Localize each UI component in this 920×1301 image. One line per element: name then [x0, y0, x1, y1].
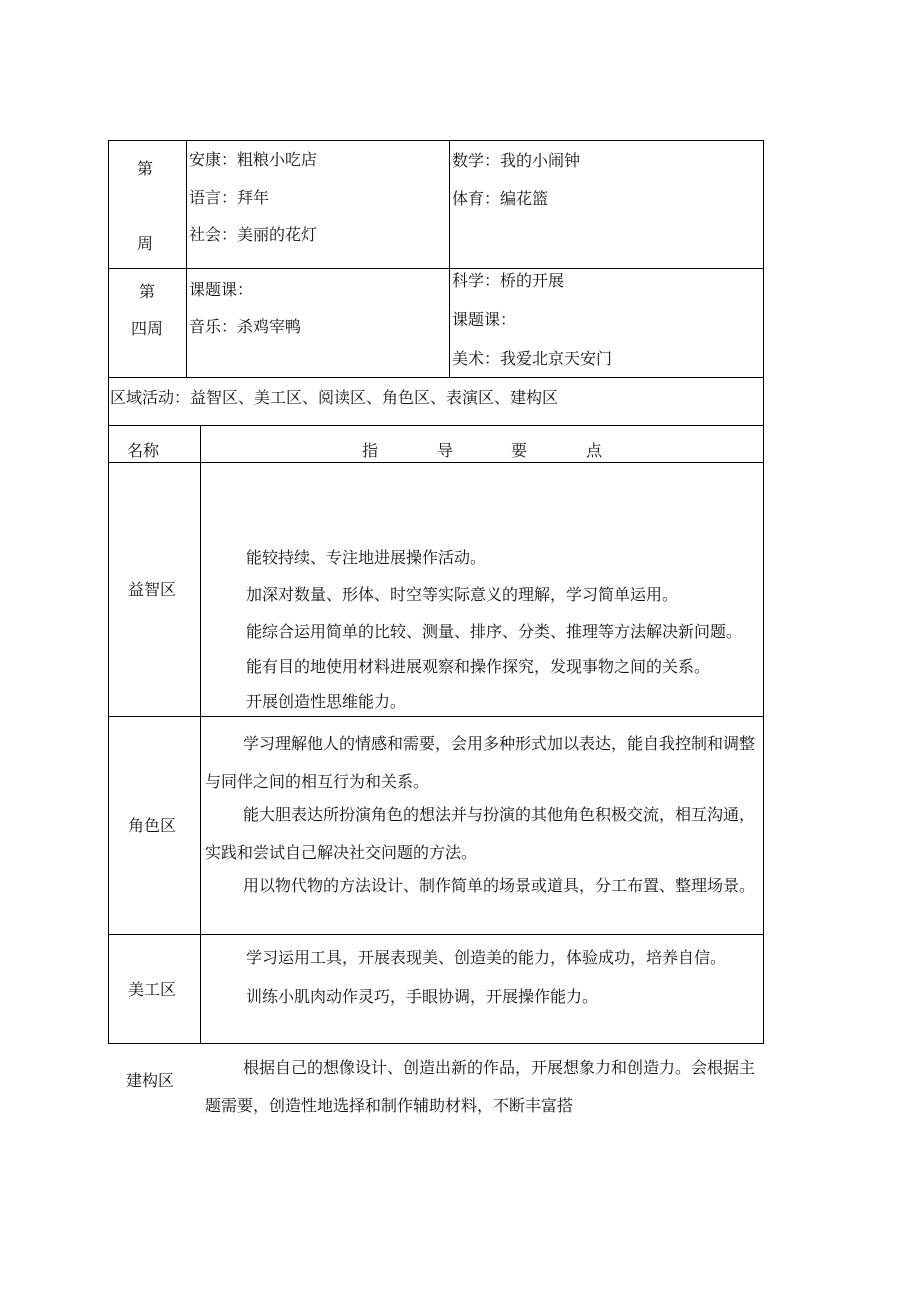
- header-point-char: 点: [586, 441, 603, 460]
- week-a-label-top: 第: [137, 159, 154, 178]
- area-name-jiangou: 建构区: [126, 1071, 175, 1090]
- week-4-left-line: 音乐：杀鸡宰鸭: [189, 317, 302, 336]
- area-name-meigong: 美工区: [128, 980, 177, 999]
- week-a-left-line: 社会：美丽的花灯: [189, 225, 318, 244]
- area-point: 加深对数量、形体、时空等实际意义的理解，学习简单运用。: [246, 585, 679, 604]
- row-divider-header: [108, 462, 764, 463]
- area-point: 能有目的地使用材料进展观察和操作探究，发现事物之间的关系。: [246, 657, 711, 676]
- row-divider-area: [108, 425, 764, 426]
- area-activities: 区域活动：益智区、美工区、阅读区、角色区、表演区、建构区: [110, 388, 559, 407]
- week-a-right-line: 数学：我的小闹钟: [452, 151, 581, 170]
- week-a-left-line: 安康：粗粮小吃店: [189, 150, 318, 169]
- area-point: 能较持续、专注地进展操作活动。: [246, 548, 487, 567]
- area-name-juese: 角色区: [128, 816, 177, 835]
- header-point-char: 指: [362, 441, 379, 460]
- area-point: 用以物代物的方法设计、制作简单的场景或道具，分工布置、整理场景。: [243, 876, 756, 895]
- week-a-left-line: 语言：拜年: [189, 188, 270, 207]
- row-divider-week4: [108, 377, 764, 378]
- area-point: 根据自己的想像设计、创造出新的作品，开展想象力和创造力。会根据主题需要，创造性地选择和制作辅助材料，不断丰富搭: [205, 1058, 756, 1115]
- col-divider-name: [200, 425, 201, 1044]
- area-point: 能综合运用简单的比较、测量、排序、分类、推理等方法解决新问题。: [246, 622, 743, 641]
- row-divider-week: [108, 268, 764, 269]
- area-point: 开展创造性思维能力。: [246, 692, 407, 711]
- week-4-right-line: 美术：我爱北京天安门: [452, 349, 613, 368]
- header-name: 名称: [127, 441, 160, 460]
- week-4-label-top: 第: [139, 282, 156, 301]
- area-point: 学习理解他人的情感和需要，会用多种形式加以表达，能自我控制和调整与同伴之间的相互行为和关系。: [205, 734, 756, 791]
- week-4-right-line: 课题课：: [452, 310, 517, 329]
- area-point: 训练小肌肉动作灵巧，手眼协调，开展操作能力。: [246, 987, 599, 1006]
- area-point: 学习运用工具，开展表现美、创造美的能力，体验成功，培养自信。: [246, 948, 727, 967]
- week-a-right-line: 体育：编花篮: [452, 189, 549, 208]
- week-a-label-bottom: 周: [137, 234, 154, 253]
- header-point-char: 导: [437, 441, 454, 460]
- header-point-char: 要: [511, 441, 528, 460]
- week-4-left-line: 课题课：: [189, 280, 254, 299]
- col-divider-week: [449, 140, 450, 377]
- area-point: 能大胆表达所扮演角色的想法并与扮演的其他角色积极交流，相互沟通，实践和尝试自己解决社交问题的方法。: [205, 805, 756, 862]
- row-divider-yizhi: [108, 716, 764, 717]
- week-4-label-bottom: 四周: [131, 319, 164, 338]
- week-4-right-line: 科学：桥的开展: [452, 271, 565, 290]
- row-divider-juese: [108, 934, 764, 935]
- area-name-yizhi: 益智区: [128, 580, 177, 599]
- col-divider-label: [186, 140, 187, 377]
